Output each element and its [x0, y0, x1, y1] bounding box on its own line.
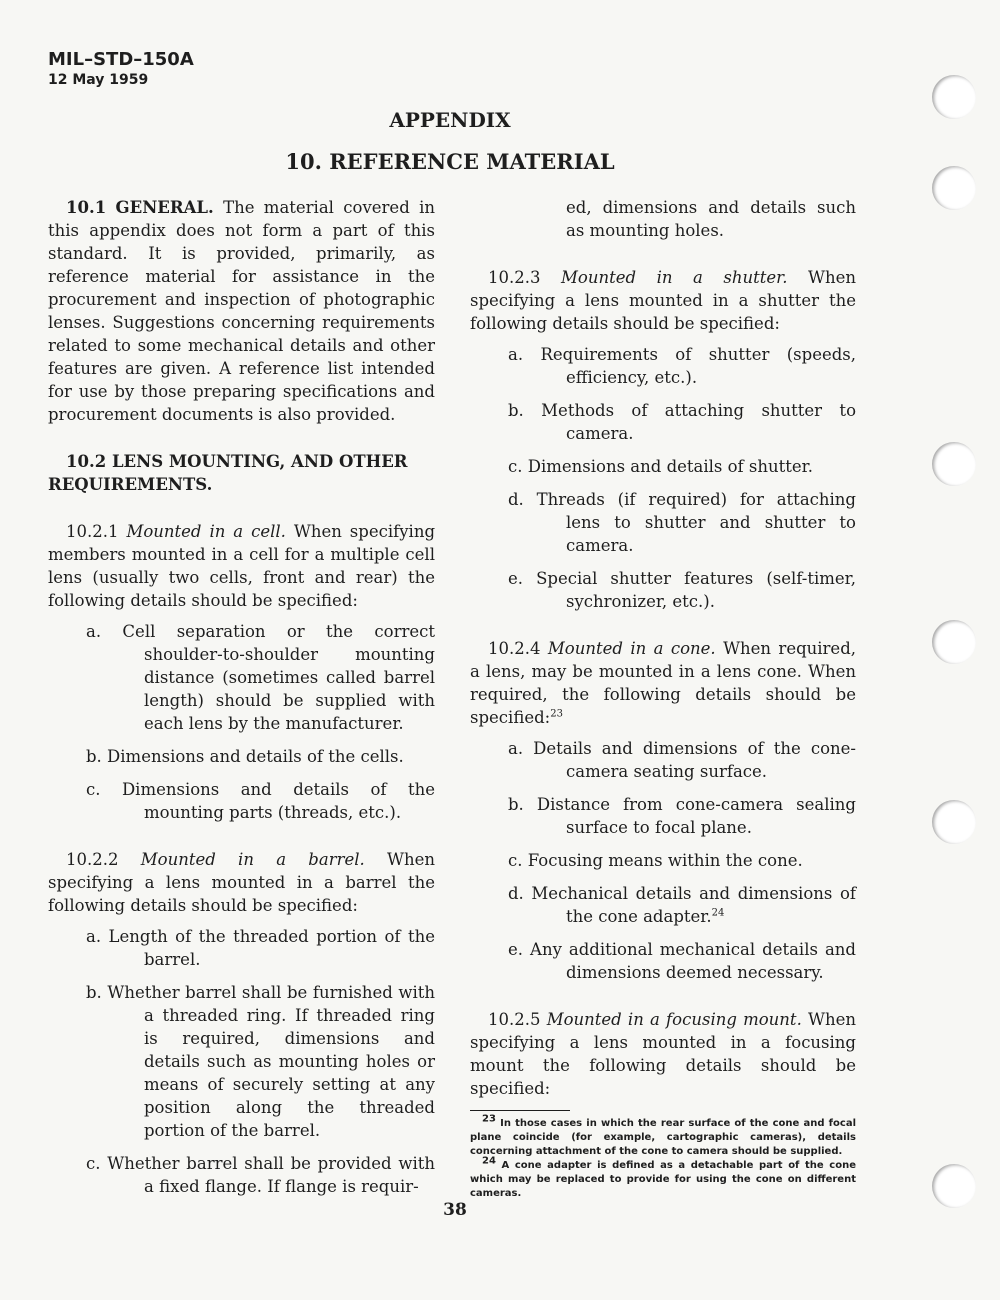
- list-item: [470, 882, 856, 928]
- list-item: a. Length of the threaded portion of the barrel.: [86, 927, 435, 969]
- section-number: 10.1: [66, 198, 107, 217]
- list-item: b. Whether barrel shall be furnished with a threaded ring. If threaded ring is required, dimensions and details such as mounting holes or means of securely setting at any position along the threaded portion of the barrel.: [86, 983, 435, 1140]
- footnote-number: 24: [482, 1155, 496, 1167]
- paragraph-text: When specifying members mounted in a cell for a multiple cell lens (usually two cells, front and rear) the following details should be specified:: [48, 522, 436, 610]
- document-header: [48, 50, 194, 90]
- footnote: [470, 1155, 856, 1201]
- list-item: c. Focusing means within the cone.: [508, 851, 803, 870]
- paragraph-text: When specifying a lens mounted in a shutter the following details should be specified:: [470, 268, 857, 333]
- list-item: c. Dimensions and details of shutter.: [508, 457, 813, 476]
- list-item: c. Dimensions and details of the mounting parts (threads, etc.).: [86, 780, 435, 822]
- paragraph-text: The material covered in this appendix does not form a part of this standard. It is provided, primarily, as reference material for assistance in the procurement and inspection of photographic lenses. Suggestions concerning requirements related to some mechanical details and other features are given. A reference list intended for use by those preparing specifications and procurement documents is also provided.: [48, 198, 436, 424]
- right-column: [470, 196, 856, 1201]
- section-heading: GENERAL.: [115, 198, 214, 217]
- heading-lens-mounting: [48, 450, 435, 496]
- punch-hole: [932, 800, 976, 844]
- list-item: a. Requirements of shutter (speeds, efficiency, etc.).: [508, 345, 856, 387]
- list-item: a. Details and dimensions of the cone-camera seating surface.: [508, 739, 856, 781]
- punch-hole: [932, 620, 976, 664]
- list-item: d. Threads (if required) for attaching lens to shutter and shutter to camera.: [508, 490, 856, 555]
- list-item: b. Distance from cone-camera sealing surface to focal plane.: [508, 795, 856, 837]
- paragraph-barrel: [48, 848, 435, 917]
- footnote-reference: 24: [711, 907, 725, 919]
- section-number: 10.2.4: [488, 639, 541, 658]
- section-number: 10.2.2: [66, 850, 119, 869]
- footnote: [470, 1113, 857, 1159]
- paragraph-cell: [48, 520, 435, 612]
- list-item-continuation: ed, dimensions and details such as mounting holes.: [566, 198, 856, 240]
- list-item: c. Whether barrel shall be provided with a fixed flange. If flange is requir-: [86, 1154, 435, 1196]
- footnote-number: 23: [482, 1113, 496, 1125]
- paragraph-focusing: [470, 1008, 856, 1100]
- punch-hole: [932, 1164, 976, 1208]
- punch-hole: [932, 166, 976, 210]
- document-id: MIL–STD–150A: [48, 49, 194, 70]
- subsection-title: Mounted in a barrel.: [140, 850, 365, 869]
- section-number: 10.2.5: [488, 1010, 541, 1029]
- footnote-divider: [470, 1110, 570, 1111]
- footnote-text: In those cases in which the rear surface of the cone and focal plane coincide (for example, cartographic cameras), details concerning attachment of the cone to camera should be supplied.: [470, 1118, 857, 1157]
- section-title: 10. REFERENCE MATERIAL: [285, 149, 615, 174]
- paragraph-cone: [470, 637, 856, 729]
- list-item-text: d. Mechanical details and dimensions of the cone adapter.: [508, 884, 856, 926]
- footnote-reference: 23: [550, 708, 563, 720]
- list-item: a. Cell separation or the correct shoulder-to-shoulder mounting distance (sometimes called barrel length) should be supplied with each lens by the manufacturer.: [86, 622, 435, 733]
- section-number: 10.2.3: [488, 268, 541, 287]
- section-number: 10.2.1: [66, 522, 119, 541]
- punch-hole: [932, 75, 976, 119]
- left-column: [48, 196, 435, 1198]
- subsection-title: Mounted in a cell.: [126, 522, 286, 541]
- footnote-text: A cone adapter is defined as a detachable part of the cone which may be replaced to provide for using the cone on different cameras.: [470, 1160, 856, 1199]
- document-date: 12 May 1959: [48, 72, 149, 88]
- list-item: b. Methods of attaching shutter to camera.: [508, 401, 856, 443]
- page-number: 38: [443, 1200, 467, 1220]
- paragraph-general: [48, 196, 435, 426]
- list-item: b. Dimensions and details of the cells.: [86, 747, 404, 766]
- paragraph-text: When required, a lens, may be mounted in a lens cone. When required, the following details should be specified:: [470, 639, 857, 727]
- paragraph-text: When specifying a lens mounted in a focusing mount the following details should be specified:: [470, 1010, 856, 1098]
- list-item: e. Any additional mechanical details and dimensions deemed necessary.: [508, 940, 856, 982]
- subsection-title: Mounted in a focusing mount.: [546, 1010, 802, 1029]
- paragraph-text: When specifying a lens mounted in a barrel the following details should be specified:: [48, 850, 436, 915]
- list-item: e. Special shutter features (self-timer, sychronizer, etc.).: [508, 569, 856, 611]
- section-number: 10.2: [66, 452, 107, 471]
- appendix-title: APPENDIX: [389, 108, 511, 132]
- paragraph-shutter: [470, 266, 856, 335]
- subsection-title: Mounted in a cone.: [547, 639, 716, 658]
- punch-hole: [932, 442, 976, 486]
- section-heading: LENS MOUNTING, AND OTHER REQUIREMENTS.: [48, 452, 408, 494]
- subsection-title: Mounted in a shutter.: [561, 268, 788, 287]
